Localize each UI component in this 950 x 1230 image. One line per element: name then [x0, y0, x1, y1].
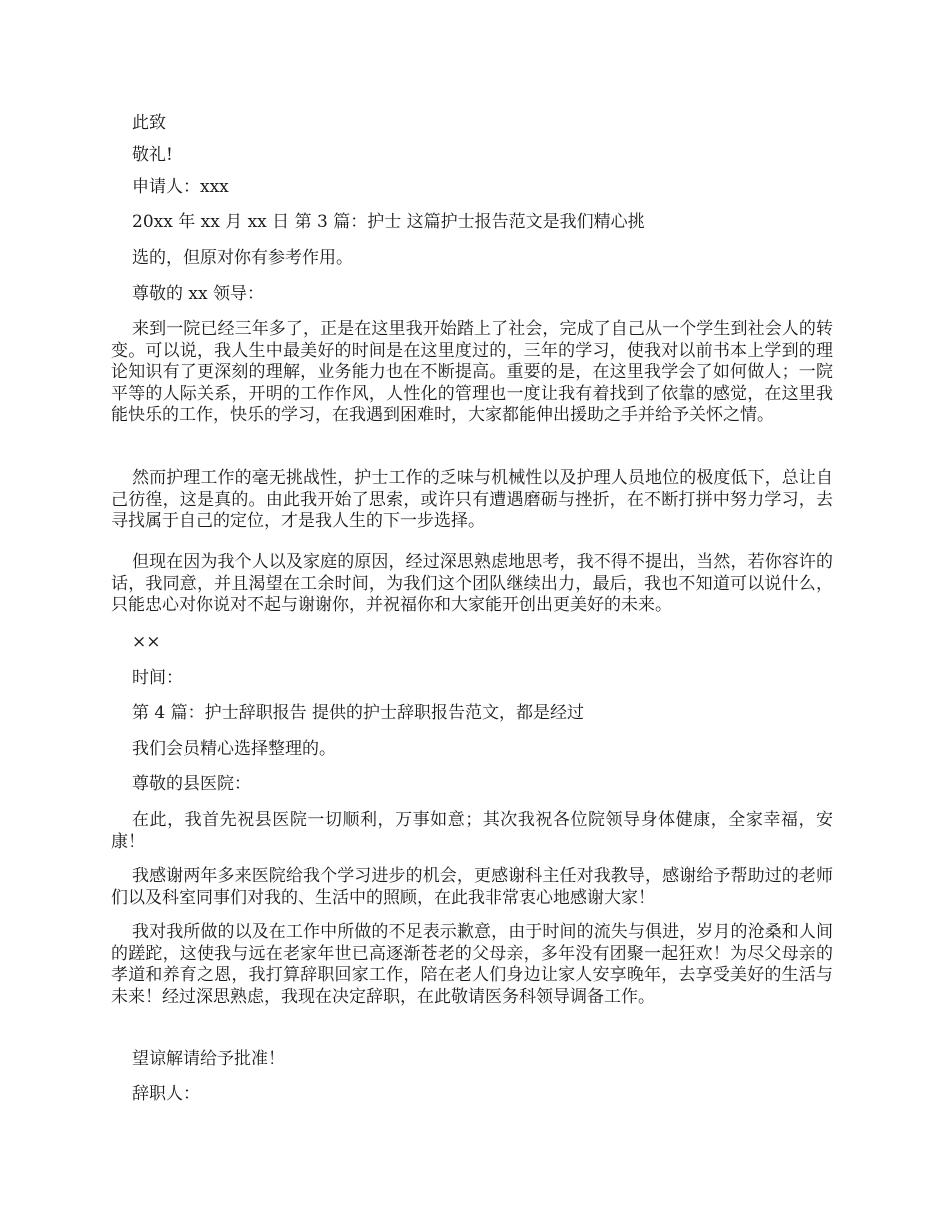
section-3-paragraph-3: 但现在因为我个人以及家庭的原因，经过深思熟虑地思考，我不得不提出，当然，若你容许的话，我同意，并且渴望在工余时间，为我们这个团队继续出力，最后，我也不知道可以说什么，只能忠心对你说对不起与谢谢你，并祝福你和大家能开创出更美好的未来。: [111, 552, 833, 615]
section-3-paragraph-1: 来到一院已经三年多了，正是在这里我开始踏上了社会，完成了自己从一个学生到社会人的转变。可以说，我人生中最美好的时间是在这里度过的，三年的学习，使我对以前书本上学到的理论知识有了更深刻的理解，业务能力也在不断提高。重要的是，在这里我学会了如何做人；一院平等的人际关系，开明的工作作风，人性化的管理也一度让我有着找到了依靠的感觉，在这里我能快乐的工作，快乐的学习，在我遇到困难时，大家都能伸出援助之手并给予关怀之情。: [111, 319, 833, 425]
section-4-signature: 辞职人：: [132, 1084, 200, 1104]
section-4-paragraph-3: 我对我所做的以及在工作中所做的不足表示歉意，由于时间的流失与俱进，岁月的沧桑和人间的蹉跎，这使我与远在老家年世已高逐渐苍老的父母亲，多年没有团聚一起狂欢！为尽父母亲的孝道和养育之恩，我打算辞职回家工作，陪在老人们身边让家人安享晚年，去享受美好的生活与未来！经过深思熟虑，我现在决定辞职，在此敬请医务科领导调备工作。: [111, 922, 833, 1007]
closing-regards: 敬礼!: [132, 145, 173, 165]
section-4-heading: 第 4 篇：护士辞职报告 提供的护士辞职报告范文，都是经过: [132, 703, 585, 723]
section-3-time: 时间：: [132, 668, 183, 688]
date-and-section-3-heading: 20xx 年 xx 月 xx 日 第 3 篇：护士 这篇护士报告范文是我们精心挑: [132, 212, 645, 232]
section-3-signature: ××: [132, 632, 161, 652]
section-4-salutation: 尊敬的县医院：: [132, 774, 251, 794]
applicant-line: 申请人：xxx: [132, 177, 229, 197]
section-3-salutation: 尊敬的 xx 领导：: [132, 284, 264, 304]
section-4-intro: 我们会员精心选择整理的。: [132, 739, 336, 759]
section-3-intro: 选的，但原对你有参考作用。: [132, 248, 353, 268]
closing-salutation: 此致: [132, 113, 166, 133]
section-4-paragraph-2: 我感谢两年多来医院给我个学习进步的机会，更感谢科主任对我教导，感谢给予帮助过的老师们以及科室同事们对我的、生活中的照顾，在此我非常衷心地感谢大家！: [111, 866, 833, 908]
section-4-request: 望谅解请给予批准！: [132, 1049, 285, 1069]
section-3-paragraph-2: 然而护理工作的毫无挑战性，护士工作的乏味与机械性以及护理人员地位的极度低下，总让自己彷徨，这是真的。由此我开始了思索，或许只有遭遇磨砺与挫折，在不断打拼中努力学习，去寻找属于自己的定位，才是我人生的下一步选择。: [111, 468, 833, 531]
section-4-paragraph-1: 在此，我首先祝县医院一切顺利，万事如意；其次我祝各位院领导身体健康，全家幸福，安康！: [111, 810, 833, 852]
